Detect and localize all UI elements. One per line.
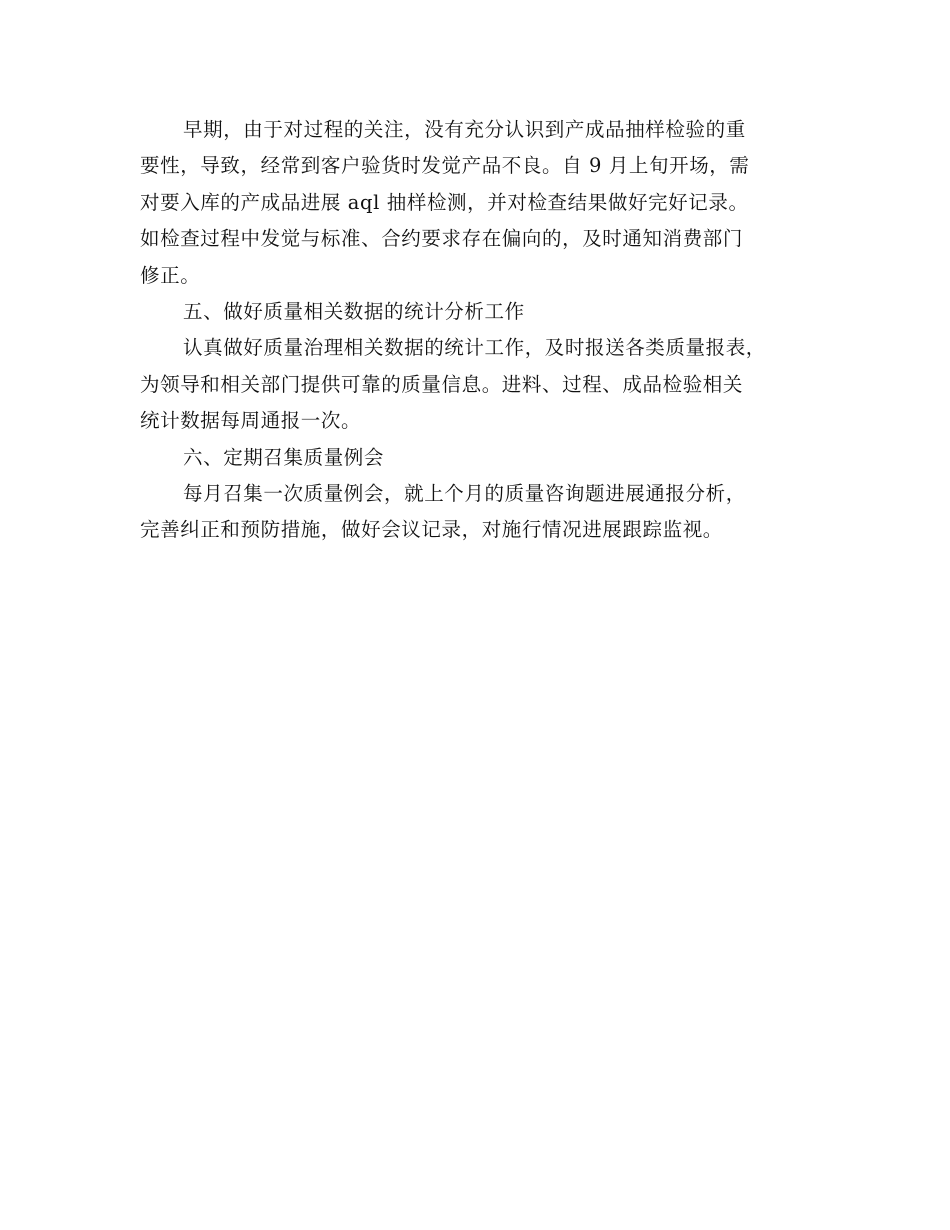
text-line: 对要入库的产成品进展 aql 抽样检测，并对检查结果做好完好记录。 (140, 190, 749, 214)
section-heading-6: 六、定期召集质量例会 (183, 445, 385, 469)
text-line: 认真做好质量治理相关数据的统计工作，及时报送各类质量报表， (183, 336, 766, 360)
text-line: 统计数据每周通报一次。 (140, 409, 362, 433)
text-line: 为领导和相关部门提供可靠的质量信息。进料、过程、成品检验相关 (140, 372, 744, 396)
section-heading-5: 五、做好质量相关数据的统计分析工作 (183, 299, 525, 323)
paragraph-early-inspection (140, 112, 830, 294)
text-line: 早期，由于对过程的关注，没有充分认识到产成品抽样检验的重 (183, 118, 746, 141)
text-line: 要性，导致，经常到客户验货时发觉产品不良。自 9 月上旬开场，需 (140, 154, 750, 178)
text-line: 修正。 (140, 263, 201, 287)
paragraph-quality-meeting (140, 476, 830, 549)
paragraph-statistics (140, 330, 830, 439)
document-body (140, 112, 830, 549)
text-line: 如检查过程中发觉与标准、合约要求存在偏向的，及时通知消费部门 (140, 227, 744, 251)
text-line: 完善纠正和预防措施，做好会议记录，对施行情况进展跟踪监视。 (140, 518, 723, 542)
text-line: 每月召集一次质量例会，就上个月的质量咨询题进展通报分析， (183, 481, 746, 505)
